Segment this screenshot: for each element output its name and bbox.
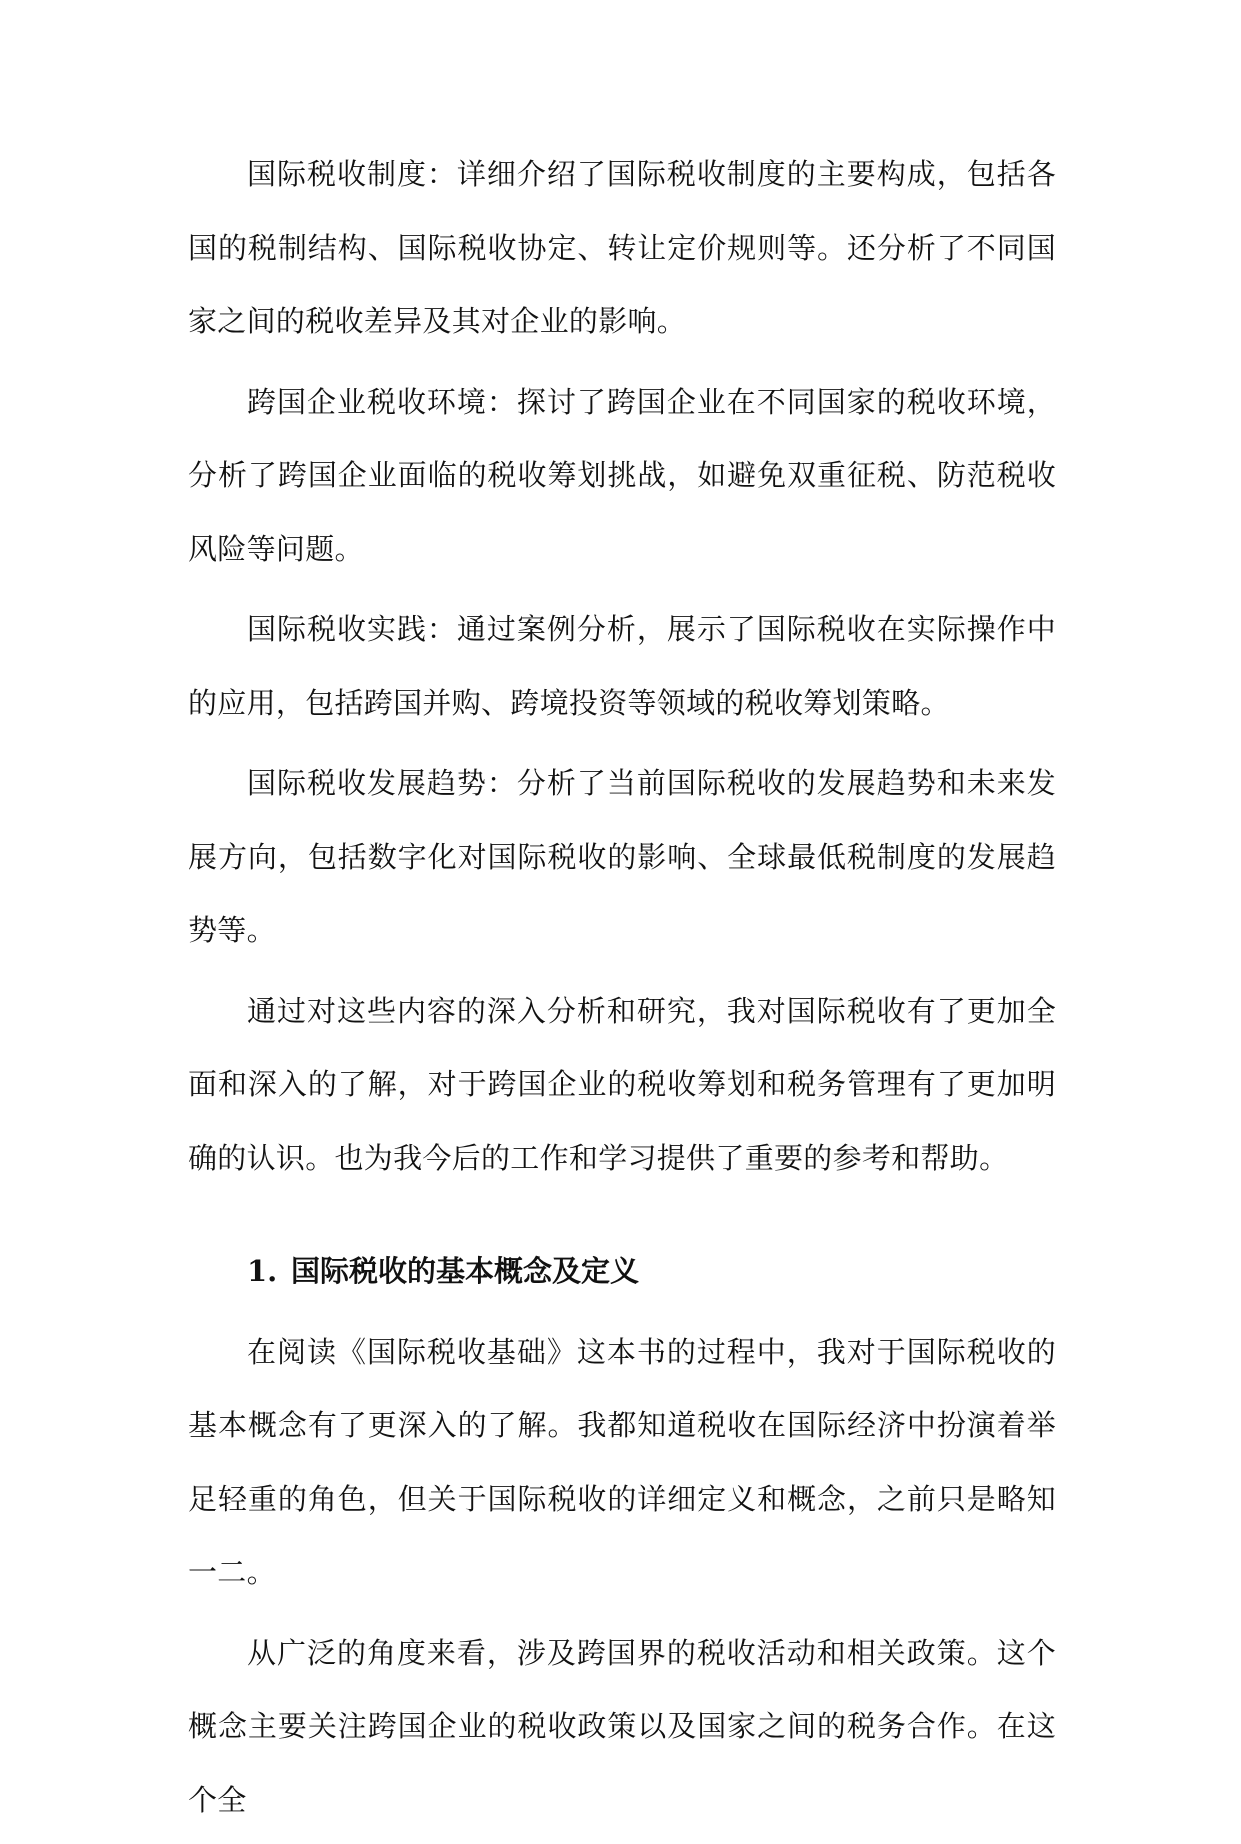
- paragraph-multinational-tax-environment: 跨国企业税收环境：探讨了跨国企业在不同国家的税收环境，分析了跨国企业面临的税收筹划挑战，如避免双重征税、防范税收风险等问题。: [188, 384, 1056, 566]
- section-title: 国际税收的基本概念及定义: [291, 1254, 640, 1288]
- paragraph-international-tax-practice: 国际税收实践：通过案例分析，展示了国际税收在实际操作中的应用，包括跨国并购、跨境投资等领域的税收筹划策略。: [188, 612, 1056, 720]
- paragraph-broad-perspective: 从广泛的角度来看，涉及跨国界的税收活动和相关政策。这个概念主要关注跨国企业的税收政策以及国家之间的税务合作。在这个全: [188, 1635, 1056, 1817]
- document-body: [188, 138, 1056, 1844]
- paragraph-international-tax-system: 国际税收制度：详细介绍了国际税收制度的主要构成，包括各国的税制结构、国际税收协定、转让定价规则等。还分析了不同国家之间的税收差异及其对企业的影响。: [188, 157, 1056, 338]
- section-number: 1.: [247, 1254, 278, 1288]
- paragraph-tax-development-trends: 国际税收发展趋势：分析了当前国际税收的发展趋势和未来发展方向，包括数字化对国际税收的影响、全球最低税制度的发展趋势等。: [188, 766, 1056, 947]
- paragraph-reading-experience: 在阅读《国际税收基础》这本书的过程中，我对于国际税收的基本概念有了更深入的了解。我都知道税收在国际经济中扮演着举足轻重的角色，但关于国际税收的详细定义和概念，之前只是略知一二。: [188, 1334, 1056, 1589]
- section-heading: [188, 1235, 1056, 1309]
- paragraph-summary: 通过对这些内容的深入分析和研究，我对国际税收有了更加全面和深入的了解，对于跨国企业的税收筹划和税务管理有了更加明确的认识。也为我今后的工作和学习提供了重要的参考和帮助。: [188, 993, 1056, 1175]
